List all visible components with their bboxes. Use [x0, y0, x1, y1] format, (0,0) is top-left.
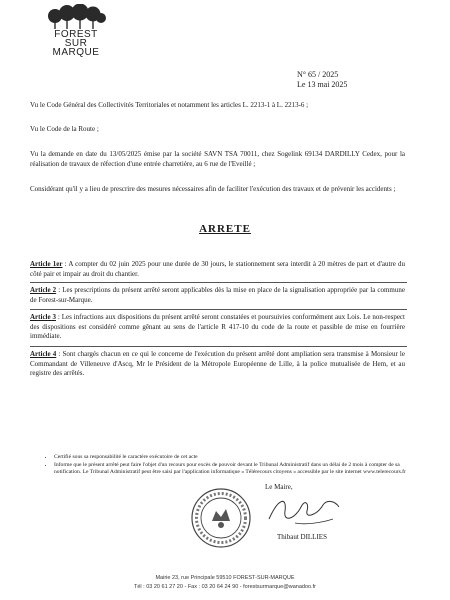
preamble-request: Vu la demande en date du 13/05/2025 émise par la société SAVN TSA 70011, chez Sogelink 69134 DARDILLY Cedex, pour la réalisation de travaux de réfection d'une entrée charretière, au 6 rue de l'Eveillé ; [30, 150, 405, 168]
decree-date: Le 13 mai 2025 [297, 80, 348, 89]
note-executory: • Certifié sous sa responsabilité le caractère exécutoire de cet acte [54, 454, 414, 461]
decree-number: N° 65 / 2025 [297, 70, 339, 79]
preamble-code-route: Vu le Code de la Route ; [30, 125, 99, 133]
article-3-label: Article 3 [30, 313, 56, 321]
official-seal [190, 487, 252, 554]
preamble-considering: Considérant qu'il y a lieu de prescrire des mesures nécessaires afin de faciliter l'exécution des travaux et de prévenir les accidents ; [30, 185, 396, 193]
article-1 [30, 260, 405, 279]
logo-line-3: MARQUE [52, 47, 100, 58]
article-3-text: : Les infractions aux dispositions du présent arrêté seront constatées et poursuivies conformément aux Lois. Le non-respect des dispositions est considéré comme gênant au sens de l'article R 417-10 du code de la route et passible de mise en fourrière immédiate. [30, 313, 405, 340]
preamble-code-collectivites: Vu le Code Général des Collectivités Territoriales et notamment les articles L. 2213-1 à L. 2213-6 ; [30, 101, 309, 109]
footer-address: Mairie 23, rue Principale 59510 FOREST-SUR-MARQUE [155, 575, 295, 581]
legal-notes [44, 454, 414, 478]
footer-contact: Tél : 03 20 61 27 20 - Fax : 03 20 64 24 90 - forestsurmarque@wanadoo.fr [134, 584, 316, 590]
signatory-title: Le Maire, [265, 483, 293, 491]
logo-line-1: FOREST [54, 29, 98, 40]
signature-icon [265, 489, 345, 531]
divider [30, 309, 407, 310]
logo-line-2: SUR [64, 38, 88, 49]
article-2 [30, 286, 405, 305]
article-2-label: Article 2 [30, 286, 57, 294]
handwritten-signature [265, 489, 345, 536]
decree-title: ARRETE [199, 223, 251, 235]
note-appeal: • Informe que le présent arrêté peut faire l'objet d'un recours pour excès de pouvoir devant le Tribunal Administratif dans un délai de 2 mois à compter de sa notification. Le Tribunal Administratif peut être saisi par l'application informatique « Télérecours citoyens » accessible par le site internet www.telerecours.fr [54, 462, 414, 476]
town-logo [40, 4, 112, 57]
article-1-label: Article 1er [30, 260, 63, 268]
article-4-label: Article 4 [30, 350, 57, 358]
article-4 [30, 350, 405, 379]
article-3 [30, 313, 405, 342]
article-2-text: : Les prescriptions du présent arrêté seront applicables dès la mise en place de la signalisation appropriée par la commune de Forest-sur-Marque. [30, 286, 405, 304]
divider [30, 282, 407, 283]
reference-block [297, 70, 347, 90]
signatory-name: Thibaut DILLIES [277, 533, 327, 541]
article-1-text: : A compter du 02 juin 2025 pour une durée de 30 jours, le stationnement sera interdit à 20 mètres de part et d'autre du côté pair et impair au droit du chantier. [30, 260, 405, 278]
divider [30, 346, 407, 347]
trees-icon [45, 4, 107, 30]
seal-icon [190, 487, 252, 549]
article-4-text: : Sont chargés chacun en ce qui le concerne de l'exécution du présent arrêté dont ampliation sera transmise à Monsieur le Commandant de Villeneuve d'Ascq, Mr le Président de la Métropole Européenne de Lille, à la police mutualisée de Hem, et au registre des arrêtés. [30, 350, 405, 377]
